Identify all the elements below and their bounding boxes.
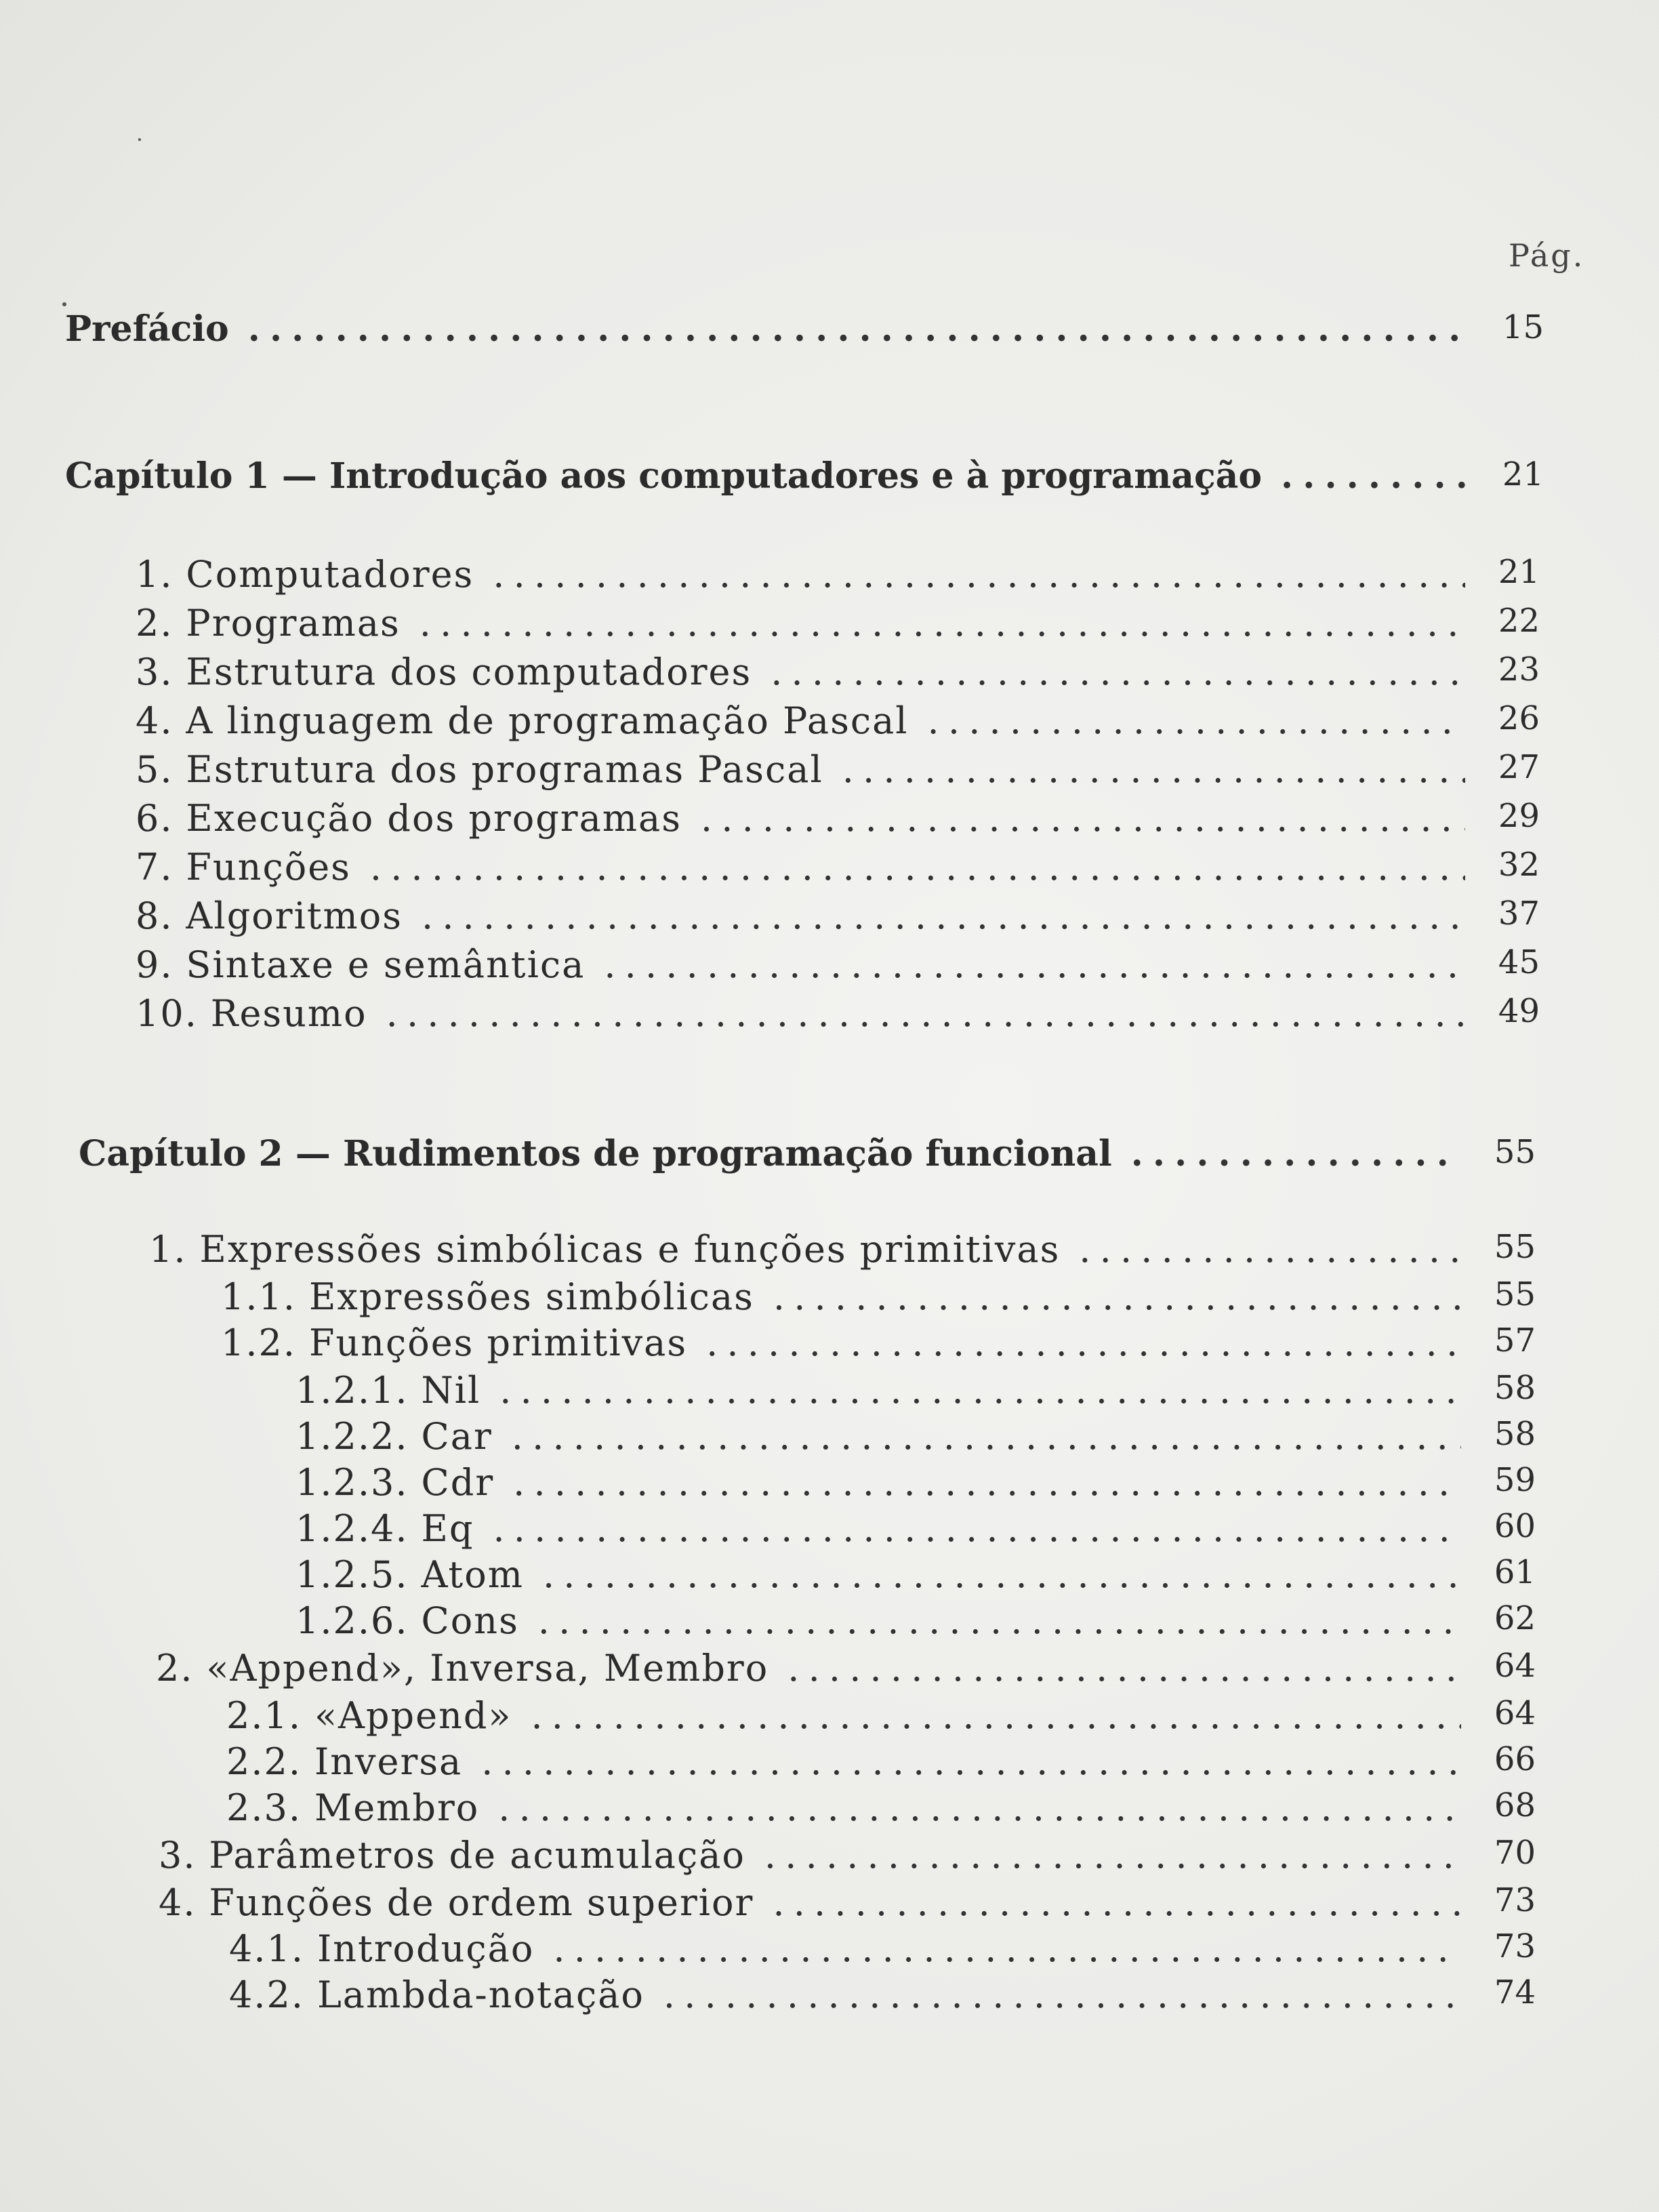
dot-leader	[706, 1322, 1461, 1364]
toc-heading	[65, 308, 1544, 350]
dot-leader	[248, 308, 1469, 350]
toc-heading	[79, 1133, 1536, 1174]
toc-entry-label: Estrutura dos computadores	[186, 651, 752, 693]
toc-entry-page: 45	[1498, 943, 1540, 981]
toc-entry-page: 66	[1494, 1740, 1536, 1778]
toc-entry-number: 1.2.3.	[295, 1461, 409, 1504]
toc-entry-label: Funções de ordem superior	[209, 1881, 754, 1924]
toc-entry	[295, 1507, 1536, 1550]
toc-entry	[136, 943, 1540, 986]
toc-entry-label: A linguagem de programação Pascal	[186, 699, 909, 742]
toc-entry-label: «Append»	[314, 1694, 512, 1737]
toc-entry-number: 6.	[136, 797, 173, 840]
page-column-label: Pág.	[1509, 237, 1585, 274]
toc-entry-number: 1.	[136, 553, 173, 596]
toc-entry-label: Membro	[314, 1786, 480, 1829]
toc-entry-number: 4.	[136, 699, 173, 742]
toc-entry-page: 58	[1494, 1415, 1536, 1453]
toc-entry	[221, 1322, 1536, 1364]
toc-heading	[65, 455, 1544, 497]
toc-entry-page: 70	[1494, 1834, 1536, 1872]
dot-leader	[773, 1881, 1461, 1924]
toc-entry	[136, 797, 1540, 840]
dot-leader	[701, 797, 1465, 840]
dot-leader	[842, 748, 1465, 791]
toc-entry-page: 22	[1498, 602, 1540, 640]
toc-entry-number: 7.	[136, 846, 173, 888]
toc-entry	[295, 1553, 1536, 1596]
toc-entry-number: 3.	[136, 651, 173, 693]
toc-entry-label: «Append», Inversa, Membro	[206, 1647, 769, 1689]
toc-entry-number: 9.	[136, 943, 173, 986]
toc-entry-page: 68	[1494, 1786, 1536, 1824]
toc-entry-label: Estrutura dos programas Pascal	[186, 748, 823, 791]
toc-entry-label: Sintaxe e semântica	[186, 943, 586, 986]
toc-entry-number: 2.3.	[226, 1786, 302, 1829]
toc-entry-page: 62	[1494, 1599, 1536, 1637]
dot-leader	[543, 1553, 1461, 1596]
toc-entry-number: 1.2.	[221, 1322, 297, 1364]
toc-entry-page: 55	[1494, 1228, 1536, 1266]
toc-entry	[136, 846, 1540, 888]
toc-entry-label: Expressões simbólicas e funções primitivas	[199, 1228, 1061, 1271]
toc-entry-label: Prefácio	[65, 308, 229, 350]
toc-entry-page: 55	[1494, 1275, 1536, 1313]
toc-entry	[226, 1694, 1536, 1737]
dot-leader	[764, 1834, 1461, 1877]
toc-entry-page: 23	[1498, 651, 1540, 689]
toc-entry-page: 32	[1498, 846, 1540, 884]
toc-entry	[295, 1461, 1536, 1504]
toc-entry-page: 55	[1494, 1133, 1536, 1171]
toc-entry-label: Capítulo 2 — Rudimentos de programação funcional	[79, 1133, 1112, 1174]
dot-leader	[771, 651, 1465, 693]
toc-entry-page: 73	[1494, 1881, 1536, 1919]
toc-entry	[156, 1647, 1536, 1689]
toc-entry-page: 57	[1494, 1322, 1536, 1359]
toc-entry	[295, 1369, 1536, 1412]
toc-entry-number: 3.	[159, 1834, 197, 1877]
toc-entry-number: 1.2.5.	[295, 1553, 409, 1596]
toc-entry	[136, 602, 1540, 644]
toc-entry-number: 2.	[136, 602, 173, 644]
toc-entry-page: 21	[1502, 455, 1544, 493]
dot-leader	[538, 1599, 1461, 1642]
toc-entry-label: Lambda-notação	[316, 1973, 644, 2016]
toc-entry-page: 29	[1498, 797, 1540, 835]
toc-entry-label: Expressões simbólicas	[308, 1275, 754, 1318]
toc-entry-number: 2.2.	[226, 1740, 302, 1783]
toc-entry-number: 4.	[159, 1881, 197, 1924]
toc-entry-number: 1.2.2.	[295, 1415, 409, 1458]
dot-leader	[787, 1647, 1461, 1689]
toc-entry-label: Car	[421, 1415, 493, 1458]
toc-entry-label: Execução dos programas	[186, 797, 682, 840]
toc-entry-label: Algoritmos	[186, 895, 403, 937]
dot-leader	[773, 1275, 1461, 1318]
toc-entry-page: 21	[1498, 553, 1540, 591]
dot-leader	[553, 1927, 1461, 1970]
dot-leader	[1281, 455, 1469, 497]
toc-entry-label: Funções primitivas	[308, 1322, 688, 1364]
toc-entry-label: Computadores	[186, 553, 474, 596]
toc-entry-number: 1.2.6.	[295, 1599, 409, 1642]
toc-entry-page: 15	[1502, 308, 1544, 346]
toc-entry-number: 8.	[136, 895, 173, 937]
toc-entry-number: 1.1.	[221, 1275, 297, 1318]
dot-leader	[370, 846, 1465, 888]
toc-entry-number: 1.	[149, 1228, 187, 1271]
toc-entry-label: Atom	[421, 1553, 524, 1596]
toc-entry-label: Programas	[186, 602, 401, 644]
toc-entry-page: 73	[1494, 1927, 1536, 1965]
toc-entry	[295, 1415, 1536, 1458]
toc-entry-page: 64	[1494, 1694, 1536, 1732]
toc-entry-label: Cdr	[421, 1461, 495, 1504]
toc-entry-number: 4.2.	[229, 1973, 305, 2016]
toc-entry-number: 10.	[136, 992, 198, 1035]
toc-entry	[136, 699, 1540, 742]
toc-entry-page: 49	[1498, 992, 1540, 1030]
toc-entry	[229, 1973, 1536, 2016]
toc-entry-label: Eq	[421, 1507, 474, 1550]
dot-leader	[386, 992, 1465, 1035]
dot-leader	[531, 1694, 1461, 1737]
toc-entry	[226, 1740, 1536, 1783]
toc-entry-label: Capítulo 1 — Introdução aos computadores e à programação	[65, 455, 1263, 497]
toc-entry	[226, 1786, 1536, 1829]
dot-leader	[928, 699, 1465, 742]
toc-entry	[159, 1834, 1536, 1877]
dot-leader	[1079, 1228, 1461, 1271]
dot-leader	[422, 895, 1465, 937]
toc-entry-label: Cons	[421, 1599, 519, 1642]
toc-entry-page: 59	[1494, 1461, 1536, 1499]
ink-speck	[62, 302, 66, 306]
toc-entry-label: Nil	[421, 1369, 481, 1412]
toc-entry	[149, 1228, 1536, 1271]
toc-entry-label: Parâmetros de acumulação	[209, 1834, 745, 1877]
toc-entry	[136, 748, 1540, 791]
toc-entry-page: 61	[1494, 1553, 1536, 1591]
dot-leader	[493, 1507, 1461, 1550]
toc-entry	[159, 1881, 1536, 1924]
toc-entry-page: 64	[1494, 1647, 1536, 1685]
toc-entry-page: 58	[1494, 1369, 1536, 1407]
dot-leader	[493, 553, 1465, 596]
toc-entry-number: 2.1.	[226, 1694, 302, 1737]
toc-entry	[136, 553, 1540, 596]
toc-entry	[136, 992, 1540, 1035]
toc-entry-label: Introdução	[316, 1927, 535, 1970]
toc-entry-number: 4.1.	[229, 1927, 305, 1970]
toc-entry-page: 26	[1498, 699, 1540, 737]
ink-speck	[138, 138, 141, 141]
dot-leader	[498, 1786, 1461, 1829]
toc-entry-page: 37	[1498, 895, 1540, 933]
toc-entry	[136, 895, 1540, 937]
dot-leader	[604, 943, 1465, 986]
dot-leader	[1131, 1133, 1461, 1174]
toc-entry-label: Inversa	[314, 1740, 463, 1783]
toc-entry-number: 5.	[136, 748, 173, 791]
toc-entry-number: 2.	[156, 1647, 194, 1689]
dot-leader	[513, 1461, 1461, 1504]
toc-entry-page: 60	[1494, 1507, 1536, 1545]
toc-entry	[295, 1599, 1536, 1642]
dot-leader	[499, 1369, 1461, 1412]
dot-leader	[481, 1740, 1461, 1783]
toc-entry-number: 1.2.4.	[295, 1507, 409, 1550]
dot-leader	[663, 1973, 1461, 2016]
toc-entry-page: 27	[1498, 748, 1540, 786]
toc-entry-label: Resumo	[210, 992, 367, 1035]
toc-entry-page: 74	[1494, 1973, 1536, 2011]
dot-leader	[419, 602, 1465, 644]
toc-entry	[136, 651, 1540, 693]
dot-leader	[512, 1415, 1461, 1458]
toc-entry	[221, 1275, 1536, 1318]
toc-entry-label: Funções	[186, 846, 351, 888]
toc-entry-number: 1.2.1.	[295, 1369, 409, 1412]
toc-entry	[229, 1927, 1536, 1970]
